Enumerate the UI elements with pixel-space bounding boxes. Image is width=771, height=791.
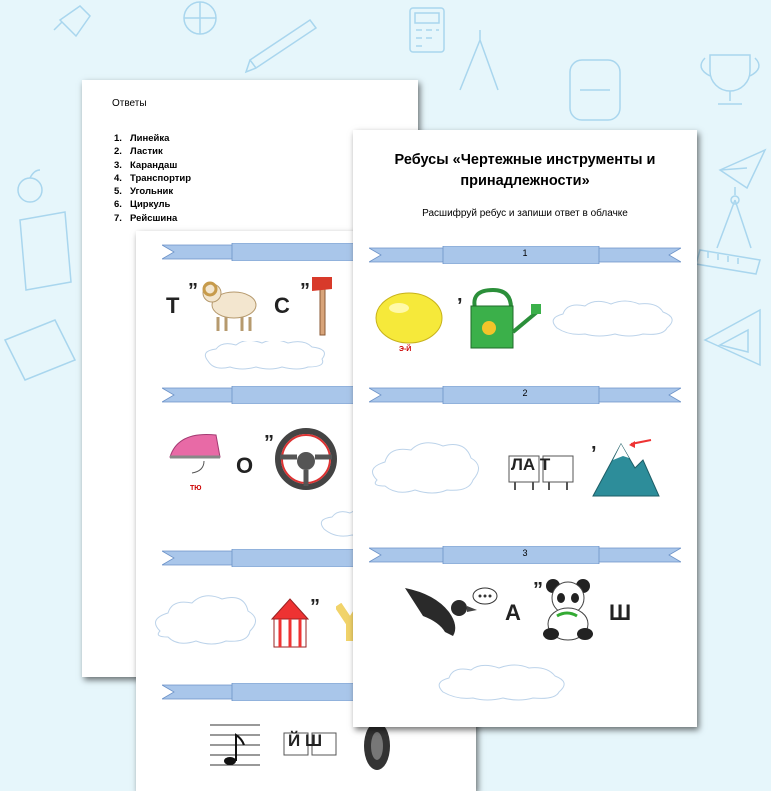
page-title [353, 150, 697, 192]
page-title-line-2: принадлежности» [460, 173, 590, 189]
answers-title: Ответы [112, 98, 147, 109]
puzzle-4-quote: ” [188, 280, 198, 302]
answer-item: 6. Циркуль [114, 199, 171, 211]
answer-item: 2. Ластик [114, 146, 163, 158]
lemon-picture [373, 290, 445, 346]
watering-can-picture [465, 288, 543, 352]
music-staff-picture [210, 721, 260, 771]
notebook-doodle [5, 320, 75, 380]
answers-list [114, 132, 191, 225]
puzzle-2-number: 2 [522, 388, 528, 398]
puzzle-4-quote-2: ” [300, 280, 310, 302]
ram-picture [200, 271, 264, 335]
puzzle-1-mark: ’ [457, 295, 463, 317]
ruler-doodle [696, 250, 760, 274]
answer-cloud-3[interactable] [433, 664, 573, 704]
answer-item: 5. Угольник [114, 186, 174, 198]
puzzle-1-caption: Э-Й [399, 346, 412, 353]
circus-tent-picture [268, 595, 312, 651]
puzzle-4-letter-s: С [274, 293, 290, 318]
answer-cloud-2[interactable] [365, 440, 481, 498]
puzzle-3-number: 3 [522, 548, 528, 558]
instructions-text: Расшифруй ребус и запиши ответ в облачке [422, 208, 628, 219]
answer-item: 3. Карандаш [114, 159, 178, 171]
rocket-doodle [54, 6, 90, 36]
calculator-doodle [410, 8, 444, 52]
backpack-doodle [570, 60, 620, 120]
page-title-line-1: Ребусы «Чертежные инструменты и [394, 152, 656, 168]
puzzle-1-number: 1 [522, 248, 528, 258]
puzzle-3-ribbon [369, 546, 681, 564]
puzzle-3-letter-sh: Ш [609, 600, 632, 625]
answer-item: 1. Линейка [114, 133, 170, 144]
crow-picture [399, 580, 499, 640]
axe-picture [308, 273, 338, 337]
steering-wheel-picture [274, 427, 338, 491]
mountain-picture [591, 438, 661, 498]
puzzle-5-letter-o: О [236, 453, 254, 478]
puzzle-2-letters: ЛА Т [511, 455, 551, 474]
paper-plane-doodle [720, 150, 765, 188]
puzzle-3-letter-a: А [505, 600, 521, 625]
book-doodle [20, 212, 71, 290]
trophy-doodle [701, 55, 759, 104]
answer-cloud-1[interactable] [547, 300, 679, 340]
iron-picture [164, 427, 228, 477]
puzzle-5-quote: ” [264, 432, 274, 454]
puzzle-2-mark: ’ [591, 443, 597, 465]
answer-item: 4. Транспортир [114, 172, 192, 184]
divider-doodle [460, 30, 498, 90]
pencil-doodle [246, 20, 316, 72]
triangle-ruler-doodle [705, 310, 760, 365]
globe-doodle [184, 2, 216, 34]
puzzle-4-letter-t: Т [166, 293, 180, 318]
answer-cloud-4[interactable] [198, 341, 338, 371]
puzzle-1-ribbon [369, 246, 681, 264]
puzzle-2-ribbon [369, 386, 681, 404]
rebus-sheet-1 [353, 130, 697, 727]
answer-cloud-6[interactable] [148, 593, 260, 649]
puzzle-3-quote: ” [533, 579, 543, 601]
panda-picture [539, 576, 597, 642]
answer-item: 7. Рейсшина [114, 212, 178, 224]
apple-doodle [18, 170, 42, 202]
compass-doodle [717, 187, 751, 248]
puzzle-5-caption: ТЮ [190, 485, 202, 492]
tire-picture [362, 721, 392, 771]
puzzle-6-quote: ” [310, 596, 320, 618]
puzzle-7-letters: Й Ш [288, 731, 323, 750]
